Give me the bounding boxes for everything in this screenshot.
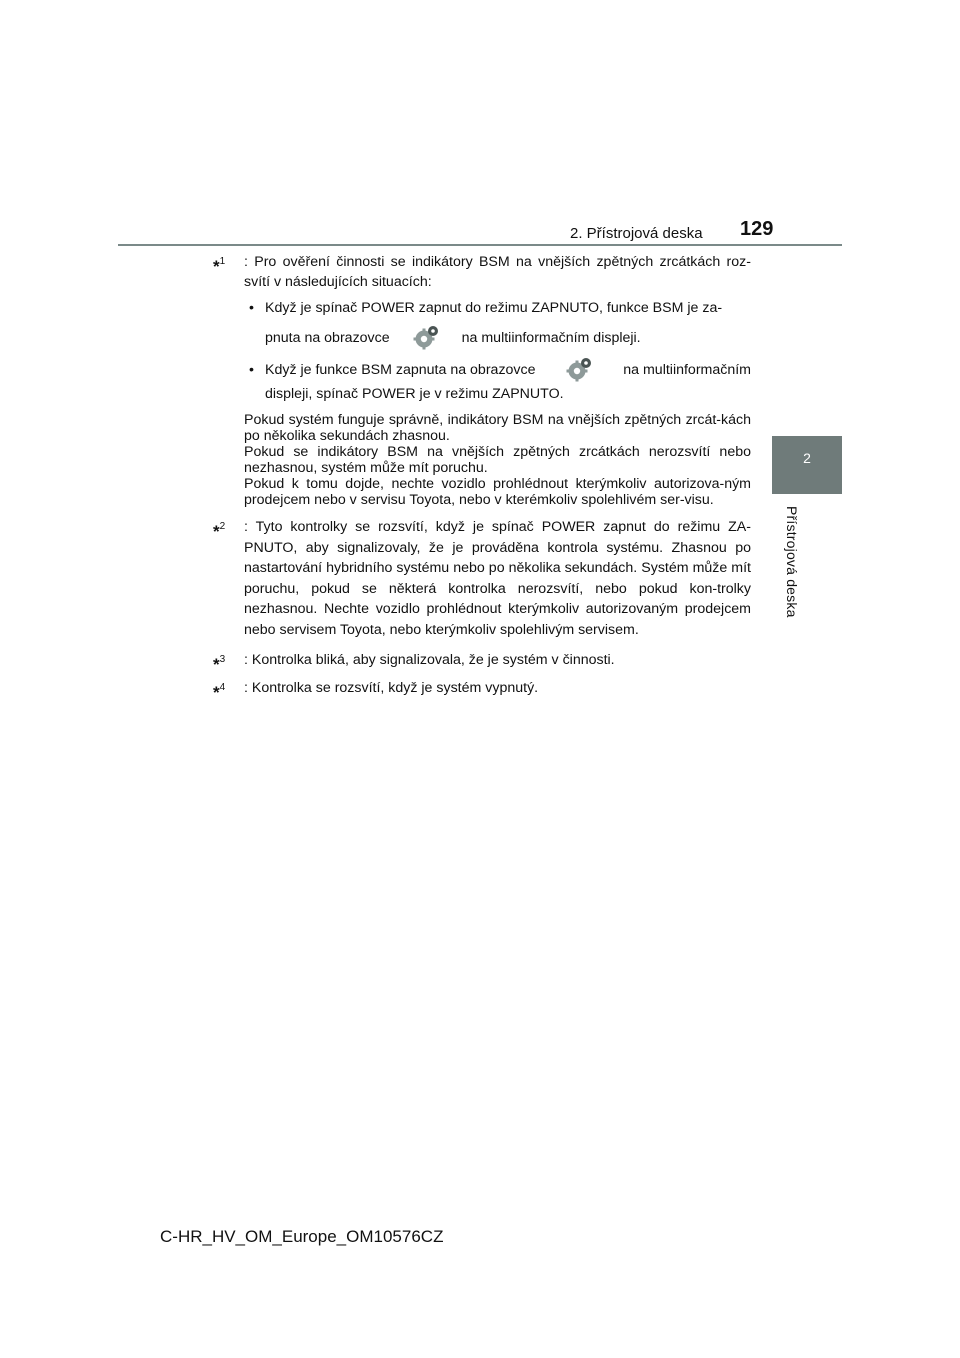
footnote-text: : Pro ověření činnosti se indikátory BSM na vnějších zpětných zrcátkách roz-svítí v následujících situacích:: [244, 254, 751, 290]
bullet-item-1: [246, 298, 751, 348]
bullet-text-line: Když je spínač POWER zapnut do režimu ZAPNUTO, funkce BSM je za-: [265, 300, 723, 316]
footnote-marker: *$^1$: [213, 256, 226, 276]
header-divider: [118, 244, 842, 246]
footnote-2: [213, 517, 751, 640]
gear-icon: [565, 356, 593, 384]
footnote-3: [213, 650, 751, 675]
footnote-4: [213, 678, 751, 703]
footnote-text: : Kontrolka se rozsvítí, když je systém vypnutý.: [244, 680, 539, 697]
page-number: 129: [740, 218, 774, 240]
footnote-marker: *$^3$: [213, 654, 226, 675]
chapter-tab: [772, 436, 842, 494]
footnote-text: : Kontrolka bliká, aby signalizovala, že je systém v činnosti.: [244, 652, 615, 669]
bullet-text-line: displeji, spínač POWER je v režimu ZAPNUTO.: [265, 386, 564, 403]
gear-icon: [412, 324, 440, 352]
section-title: 2. Přístrojová deska: [570, 225, 703, 242]
bullet-marker: •: [249, 362, 254, 379]
footnote-marker: *$^2$: [213, 521, 226, 542]
paragraph: Pokud k tomu dojde, nechte vozidlo prohlédnout kterýmkoliv autorizova-ným prodejcem nebo v servisu Toyota, nebo v kterémkoliv spolehlivém ser-visu.: [244, 476, 751, 509]
page-content: [213, 252, 751, 703]
bullet-icon-line: pnuta na obrazovce na multiinformačním displeji.: [265, 328, 751, 348]
paragraph: Pokud se indikátory BSM na vnějších zpětných zrcátkách nerozsvítí nebo nezhasnou, systém může mít poruchu.: [244, 444, 751, 477]
document-code: C-HR_HV_OM_Europe_OM10576CZ: [160, 1227, 444, 1246]
footnote-1: [213, 252, 751, 508]
footnote-text: : Tyto kontrolky se rozsvítí, když je spínač POWER zapnut do režimu ZA-PNUTO, aby signalizovaly, že je prováděna kontrola systému. Zhasnou po nastartování hybridního systému nebo po několika sekundách. Systém může mít poruchu, pokud se některá kontrolka nerozsvítí, nebo pokud kon-trolky nezhasnou. Nechte vozidlo prohlédnout kterýmkoliv autorizovaným prodejcem nebo servisem Toyota, nebo kterýmkoliv spolehlivým servisem.: [244, 519, 751, 638]
chapter-number: 2: [803, 450, 811, 466]
footnote-marker: *$^4$: [213, 682, 226, 703]
paragraph: Pokud systém funguje správně, indikátory BSM na vnějších zpětných zrcát-kách po několika sekundách zhasnou.: [244, 412, 751, 445]
chapter-label: Přístrojová deska: [784, 506, 800, 618]
bullet-item-2: [246, 360, 751, 404]
bullet-marker: •: [249, 300, 254, 316]
bullet-icon-line: Když je funkce BSM zapnuta na obrazovce na multiinformačním: [265, 360, 751, 380]
